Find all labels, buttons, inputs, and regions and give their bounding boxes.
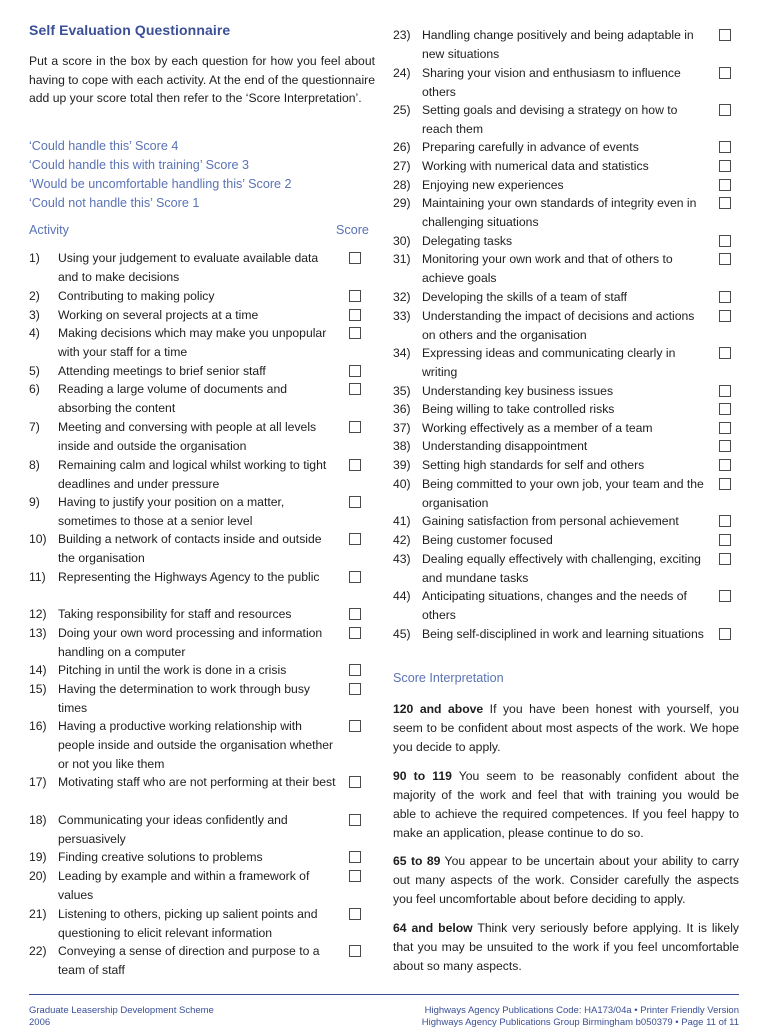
question-number: 3) — [29, 308, 40, 322]
score-box[interactable] — [349, 945, 361, 957]
question-text: Pitching in until the work is done in a crisis — [58, 663, 287, 677]
question-number: 40) — [393, 477, 411, 491]
question-text: Being customer focused — [422, 533, 553, 547]
question-number: 4) — [29, 326, 40, 340]
question-text: Handling change positively and being adaptable in new situations — [422, 28, 694, 61]
score-box[interactable] — [349, 908, 361, 920]
interpretation-item — [393, 767, 739, 843]
question-number: 18) — [29, 813, 47, 827]
footer-publication-code: Highways Agency Publications Code: HA173/04a • Printer Friendly Version — [424, 1005, 739, 1016]
interpretation-item — [393, 919, 739, 976]
score-box[interactable] — [349, 533, 361, 545]
score-scale-3: ‘Could handle this with training’ Score 3 — [29, 158, 250, 172]
footer-year: 2006 — [29, 1017, 51, 1028]
score-box[interactable] — [719, 628, 731, 640]
score-box[interactable] — [719, 385, 731, 397]
question-text: Representing the Highways Agency to the public — [58, 570, 320, 584]
question-text: Conveying a sense of direction and purpose to a team of staff — [58, 944, 320, 977]
question-text: Working effectively as a member of a team — [422, 421, 653, 435]
question-number: 25) — [393, 103, 411, 117]
score-box[interactable] — [719, 515, 731, 527]
activity-column-header: Activity — [29, 223, 69, 237]
question-text: Preparing carefully in advance of events — [422, 140, 639, 154]
question-number: 6) — [29, 382, 40, 396]
question-text: Being willing to take controlled risks — [422, 402, 615, 416]
question-number: 37) — [393, 421, 411, 435]
question-text: Monitoring your own work and that of others to achieve goals — [422, 252, 673, 285]
question-number: 21) — [29, 907, 47, 921]
question-number: 7) — [29, 420, 40, 434]
question-text: Understanding the impact of decisions and actions on others and the organisation — [422, 309, 695, 342]
score-box[interactable] — [349, 383, 361, 395]
question-text: Reading a large volume of documents and absorbing the content — [58, 382, 287, 415]
question-number: 1) — [29, 251, 40, 265]
score-box[interactable] — [349, 776, 361, 788]
question-number: 31) — [393, 252, 411, 266]
score-box[interactable] — [719, 291, 731, 303]
score-box[interactable] — [349, 496, 361, 508]
question-text: Contributing to making policy — [58, 289, 215, 303]
question-text: Delegating tasks — [422, 234, 513, 248]
question-text: Sharing your vision and enthusiasm to influence others — [422, 66, 681, 99]
question-text: Having to justify your position on a matter, sometimes to those at a senior level — [58, 495, 285, 528]
page-title: Self Evaluation Questionnaire — [29, 22, 231, 38]
score-box[interactable] — [349, 720, 361, 732]
question-number: 35) — [393, 384, 411, 398]
question-number: 14) — [29, 663, 47, 677]
question-number: 10) — [29, 532, 47, 546]
question-text: Understanding disappointment — [422, 439, 588, 453]
score-box[interactable] — [349, 327, 361, 339]
question-number: 41) — [393, 514, 411, 528]
score-box[interactable] — [719, 141, 731, 153]
question-text: Gaining satisfaction from personal achievement — [422, 514, 679, 528]
score-range: 64 and below — [393, 921, 473, 935]
question-text: Developing the skills of a team of staff — [422, 290, 628, 304]
score-box[interactable] — [719, 553, 731, 565]
score-box[interactable] — [349, 627, 361, 639]
question-text: Finding creative solutions to problems — [58, 850, 263, 864]
question-text: Taking responsibility for staff and resources — [58, 607, 292, 621]
score-box[interactable] — [719, 253, 731, 265]
score-box[interactable] — [349, 683, 361, 695]
question-text: Working on several projects at a time — [58, 308, 259, 322]
score-box[interactable] — [719, 160, 731, 172]
score-scale-1: ‘Could not handle this’ Score 1 — [29, 196, 200, 210]
score-box[interactable] — [719, 104, 731, 116]
question-text: Enjoying new experiences — [422, 178, 564, 192]
score-box[interactable] — [349, 290, 361, 302]
score-box[interactable] — [719, 179, 731, 191]
question-text: Having the determination to work through busy times — [58, 682, 311, 715]
question-number: 45) — [393, 627, 411, 641]
question-number: 29) — [393, 196, 411, 210]
question-text: Being self-disciplined in work and learning situations — [422, 627, 704, 641]
question-text: Dealing equally effectively with challenging, exciting and mundane tasks — [422, 552, 701, 585]
score-box[interactable] — [349, 664, 361, 676]
score-box[interactable] — [349, 252, 361, 264]
question-number: 43) — [393, 552, 411, 566]
question-number: 9) — [29, 495, 40, 509]
question-text: Having a productive working relationship with people inside and outside the organisation whether or not you like them — [58, 719, 334, 771]
question-text: Leading by example and within a framework of values — [58, 869, 310, 902]
question-number: 22) — [29, 944, 47, 958]
question-number: 13) — [29, 626, 47, 640]
question-number: 19) — [29, 850, 47, 864]
score-box[interactable] — [349, 459, 361, 471]
question-text: Remaining calm and logical whilst working to tight deadlines and under pressure — [58, 458, 327, 491]
interpretation-item — [393, 700, 739, 757]
score-interpretation-heading: Score Interpretation — [393, 671, 504, 685]
question-number: 24) — [393, 66, 411, 80]
question-text: Expressing ideas and communicating clearly in writing — [422, 346, 676, 379]
question-number: 32) — [393, 290, 411, 304]
interpretation-text: You seem to be reasonably confident about the majority of the work and feel that with training you would be able to achieve the required competences. If you feel happy to make an application, please continue to do so. — [393, 769, 740, 840]
question-text: Doing your own word processing and information handling on a computer — [58, 626, 323, 659]
score-box[interactable] — [719, 403, 731, 415]
question-number: 27) — [393, 159, 411, 173]
question-number: 28) — [393, 178, 411, 192]
question-number: 12) — [29, 607, 47, 621]
question-text: Making decisions which may make you unpopular with your staff for a time — [58, 326, 327, 359]
footer-scheme-name: Graduate Leasership Development Scheme — [29, 1005, 214, 1016]
score-scale-4: ‘Could handle this’ Score 4 — [29, 139, 179, 153]
instructions-paragraph: Put a score in the box by each question for how you feel about having to cope with each activity. At the end of the questionnaire add up your score total then refer to the ‘Score Interpretation’. — [29, 54, 375, 105]
score-box[interactable] — [719, 459, 731, 471]
score-box[interactable] — [719, 478, 731, 490]
question-number: 5) — [29, 364, 40, 378]
score-column-header: Score — [336, 223, 369, 237]
question-number: 42) — [393, 533, 411, 547]
interpretation-text: If you have been honest with yourself, you seem to be confident about most aspects of the work. We hope you decide to apply. — [393, 702, 740, 754]
interpretation-item — [393, 852, 739, 909]
question-text: Setting goals and devising a strategy on how to reach them — [422, 103, 678, 136]
question-text: Being committed to your own job, your team and the organisation — [422, 477, 704, 510]
score-scale-2: ‘Would be uncomfortable handling this’ Score 2 — [29, 177, 292, 191]
question-number: 33) — [393, 309, 411, 323]
question-number: 11) — [29, 570, 46, 584]
score-box[interactable] — [719, 235, 731, 247]
score-box[interactable] — [349, 851, 361, 863]
footer-page-info: Highways Agency Publications Group Birmingham b050379 • Page 11 of 11 — [421, 1017, 739, 1028]
score-box[interactable] — [719, 590, 731, 602]
question-number: 44) — [393, 589, 411, 603]
question-number: 26) — [393, 140, 411, 154]
question-text: Using your judgement to evaluate available data and to make decisions — [58, 251, 319, 284]
footer-divider — [29, 994, 739, 995]
score-box[interactable] — [719, 197, 731, 209]
question-number: 8) — [29, 458, 40, 472]
score-box[interactable] — [349, 365, 361, 377]
question-number: 23) — [393, 28, 411, 42]
question-number: 34) — [393, 346, 411, 360]
question-number: 15) — [29, 682, 47, 696]
question-text: Meeting and conversing with people at all levels inside and outside the organisation — [58, 420, 317, 453]
interpretation-text: Think very seriously before applying. It is likely that you may be unsuited to the work if you feel uncomfortable about so many aspects. — [393, 921, 739, 973]
question-text: Building a network of contacts inside and outside the organisation — [58, 532, 322, 565]
score-box[interactable] — [349, 309, 361, 321]
question-text: Working with numerical data and statistics — [422, 159, 649, 173]
question-number: 36) — [393, 402, 411, 416]
question-text: Maintaining your own standards of integrity even in challenging situations — [422, 196, 697, 229]
score-box[interactable] — [719, 422, 731, 434]
question-number: 16) — [29, 719, 47, 733]
interpretation-text: You appear to be uncertain about your ability to carry out many aspects of the work. Consider carefully the aspects you feel uncomfortable about before deciding to apply. — [393, 854, 740, 906]
question-text: Anticipating situations, changes and the needs of others — [422, 589, 687, 622]
score-box[interactable] — [349, 608, 361, 620]
score-box[interactable] — [349, 870, 361, 882]
score-box[interactable] — [719, 440, 731, 452]
question-number: 30) — [393, 234, 411, 248]
score-box[interactable] — [349, 814, 361, 826]
question-text: Setting high standards for self and others — [422, 458, 645, 472]
score-box[interactable] — [349, 421, 361, 433]
question-text: Listening to others, picking up salient points and questioning to elicit relevant information — [58, 907, 318, 940]
score-box[interactable] — [719, 347, 731, 359]
score-box[interactable] — [719, 310, 731, 322]
score-range: 120 and above — [393, 702, 484, 716]
score-range: 65 to 89 — [393, 854, 441, 868]
question-text: Attending meetings to brief senior staff — [58, 364, 266, 378]
score-box[interactable] — [719, 29, 731, 41]
question-number: 39) — [393, 458, 411, 472]
score-box[interactable] — [349, 571, 361, 583]
question-number: 2) — [29, 289, 40, 303]
question-number: 17) — [29, 775, 47, 789]
score-box[interactable] — [719, 534, 731, 546]
question-text: Motivating staff who are not performing at their best — [58, 775, 336, 789]
question-text: Understanding key business issues — [422, 384, 614, 398]
score-range: 90 to 119 — [393, 769, 452, 783]
question-number: 20) — [29, 869, 47, 883]
score-box[interactable] — [719, 67, 731, 79]
question-number: 38) — [393, 439, 411, 453]
question-text: Communicating your ideas confidently and persuasively — [58, 813, 288, 846]
